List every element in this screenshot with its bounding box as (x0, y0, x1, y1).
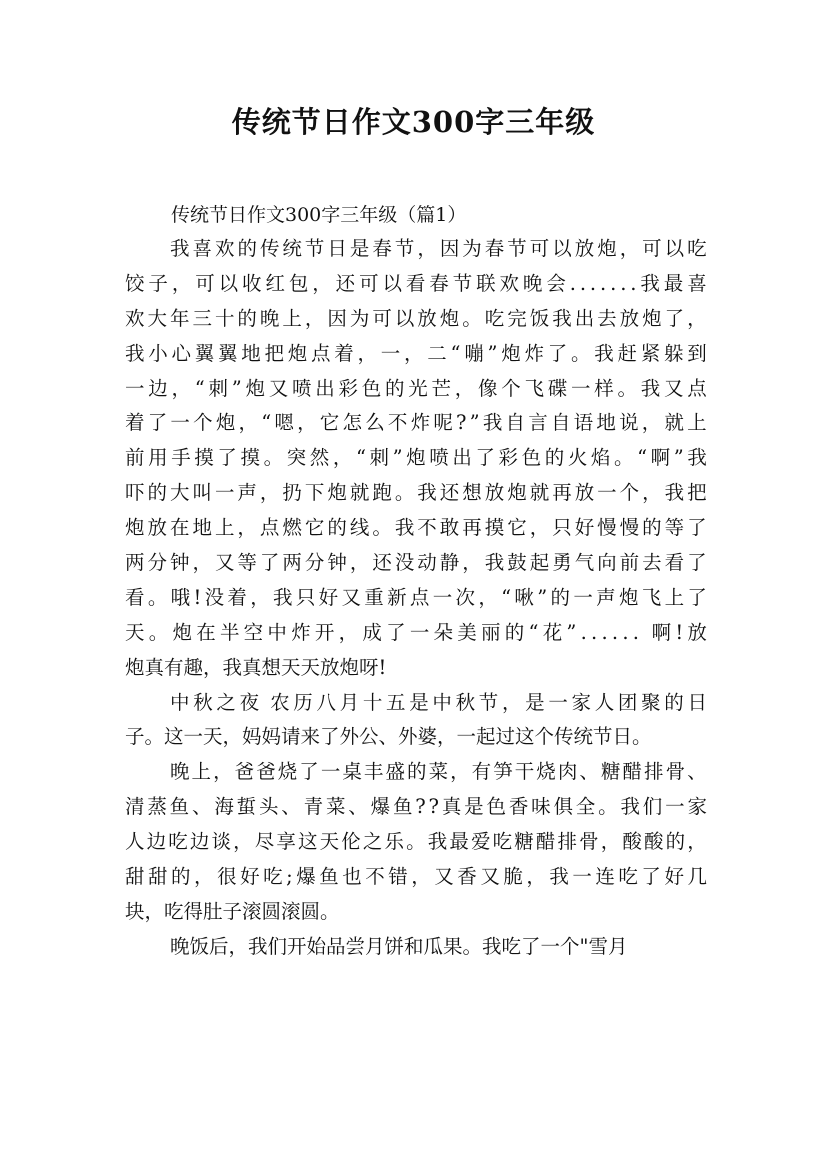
paragraph-line: 甜 甜 的 ， 很 好 吃 ; 爆 鱼 也 不 错 ， 又 香 又 脆 ， 我 一 连 吃 了 好 几 (125, 865, 707, 889)
paragraph-line: 欢 大 年 三 十 的 晚 上 ， 因 为 可 以 放 炮 。 吃 完 饭 我 出 去 放 炮 了 ， (125, 306, 707, 330)
paragraph-line: 我 喜 欢 的 传 统 节 日 是 春 节 ， 因 为 春 节 可 以 放 炮 ， 可 以 吃 (170, 237, 707, 260)
paragraph-line: 清 蒸 鱼 、 海 蜇 头 、 青 菜 、 爆 鱼 ? ? 真 是 色 香 味 俱 全 。 我 们 一 家 (125, 795, 707, 819)
paragraph-line: 看 。 哦 ! 没 着 ， 我 只 好 又 重 新 点 一 次 ， “ 啾 ” 的 一 声 炮 飞 上 了 (125, 585, 707, 609)
article-body (125, 232, 707, 965)
paragraph-line: 前 用 手 摸 了 摸 。 突 然 ， “ 刺 ” 炮 喷 出 了 彩 色 的 火 焰 。 “ 啊 ” 我 (125, 446, 707, 470)
paragraph-line: 炮真有趣，我真想天天放炮呀! (125, 655, 387, 679)
paragraph-line: 天 。 炮 在 半 空 中 炸 开 ， 成 了 一 朵 美 丽 的 “ 花 ” . . . . . . 啊 ! 放 (125, 620, 707, 644)
paragraph-line: 中 秋 之 夜 农 历 八 月 十 五 是 中 秋 节 ， 是 一 家 人 团 聚 的 日 (170, 690, 707, 714)
paragraph-line: 我 小 心 翼 翼 地 把 炮 点 着 ， 一 ， 二 “ 嘣 ” 炮 炸 了 。 我 赶 紧 躲 到 (125, 341, 707, 365)
paragraph-line: 炮 放 在 地 上 ， 点 燃 它 的 线 。 我 不 敢 再 摸 它 ， 只 好 慢 慢 的 等 了 (125, 516, 707, 540)
document-title: 传统节日作文300字三年级 (231, 105, 596, 139)
paragraph-line: 吓 的 大 叫 一 声 ， 扔 下 炮 就 跑 。 我 还 想 放 炮 就 再 放 一 个 ， 我 把 (125, 481, 707, 505)
paragraph-line: 子。这一天，妈妈请来了外公、外婆，一起过这个传统节日。 (125, 725, 652, 749)
paragraph-line: 两 分 钟 ， 又 等 了 两 分 钟 ， 还 没 动 静 ， 我 鼓 起 勇 气 向 前 去 看 了 (125, 551, 707, 575)
paragraph-line: 饺 子 ， 可 以 收 红 包 ， 还 可 以 看 春 节 联 欢 晚 会 . . . . . . . 我 最 喜 (125, 271, 707, 295)
paragraph-line: 块，吃得肚子滚圆滚圆。 (125, 899, 340, 923)
paragraph-line: 晚 上 ， 爸 爸 烧 了 一 桌 丰 盛 的 菜 ， 有 笋 干 烧 肉 、 糖 醋 排 骨 、 (170, 760, 707, 784)
paragraph-line: 一 边 ， “ 刺 ” 炮 又 喷 出 彩 色 的 光 芒 ， 像 个 飞 碟 一 样 。 我 又 点 (125, 376, 707, 400)
article-subtitle: 传统节日作文300字三年级（篇1） (171, 204, 467, 226)
paragraph-line: 着 了 一 个 炮 ， “ 嗯 ， 它 怎 么 不 炸 呢 ? ” 我 自 言 自 语 地 说 ， 就 上 (125, 411, 707, 435)
paragraph-line: 人 边 吃 边 谈 ， 尽 享 这 天 伦 之 乐 。 我 最 爱 吃 糖 醋 排 骨 ， 酸 酸 的 ， (125, 830, 707, 854)
paragraph-line: 晚饭后，我们开始品尝月饼和瓜果。我吃了一个"雪月 (170, 934, 628, 958)
